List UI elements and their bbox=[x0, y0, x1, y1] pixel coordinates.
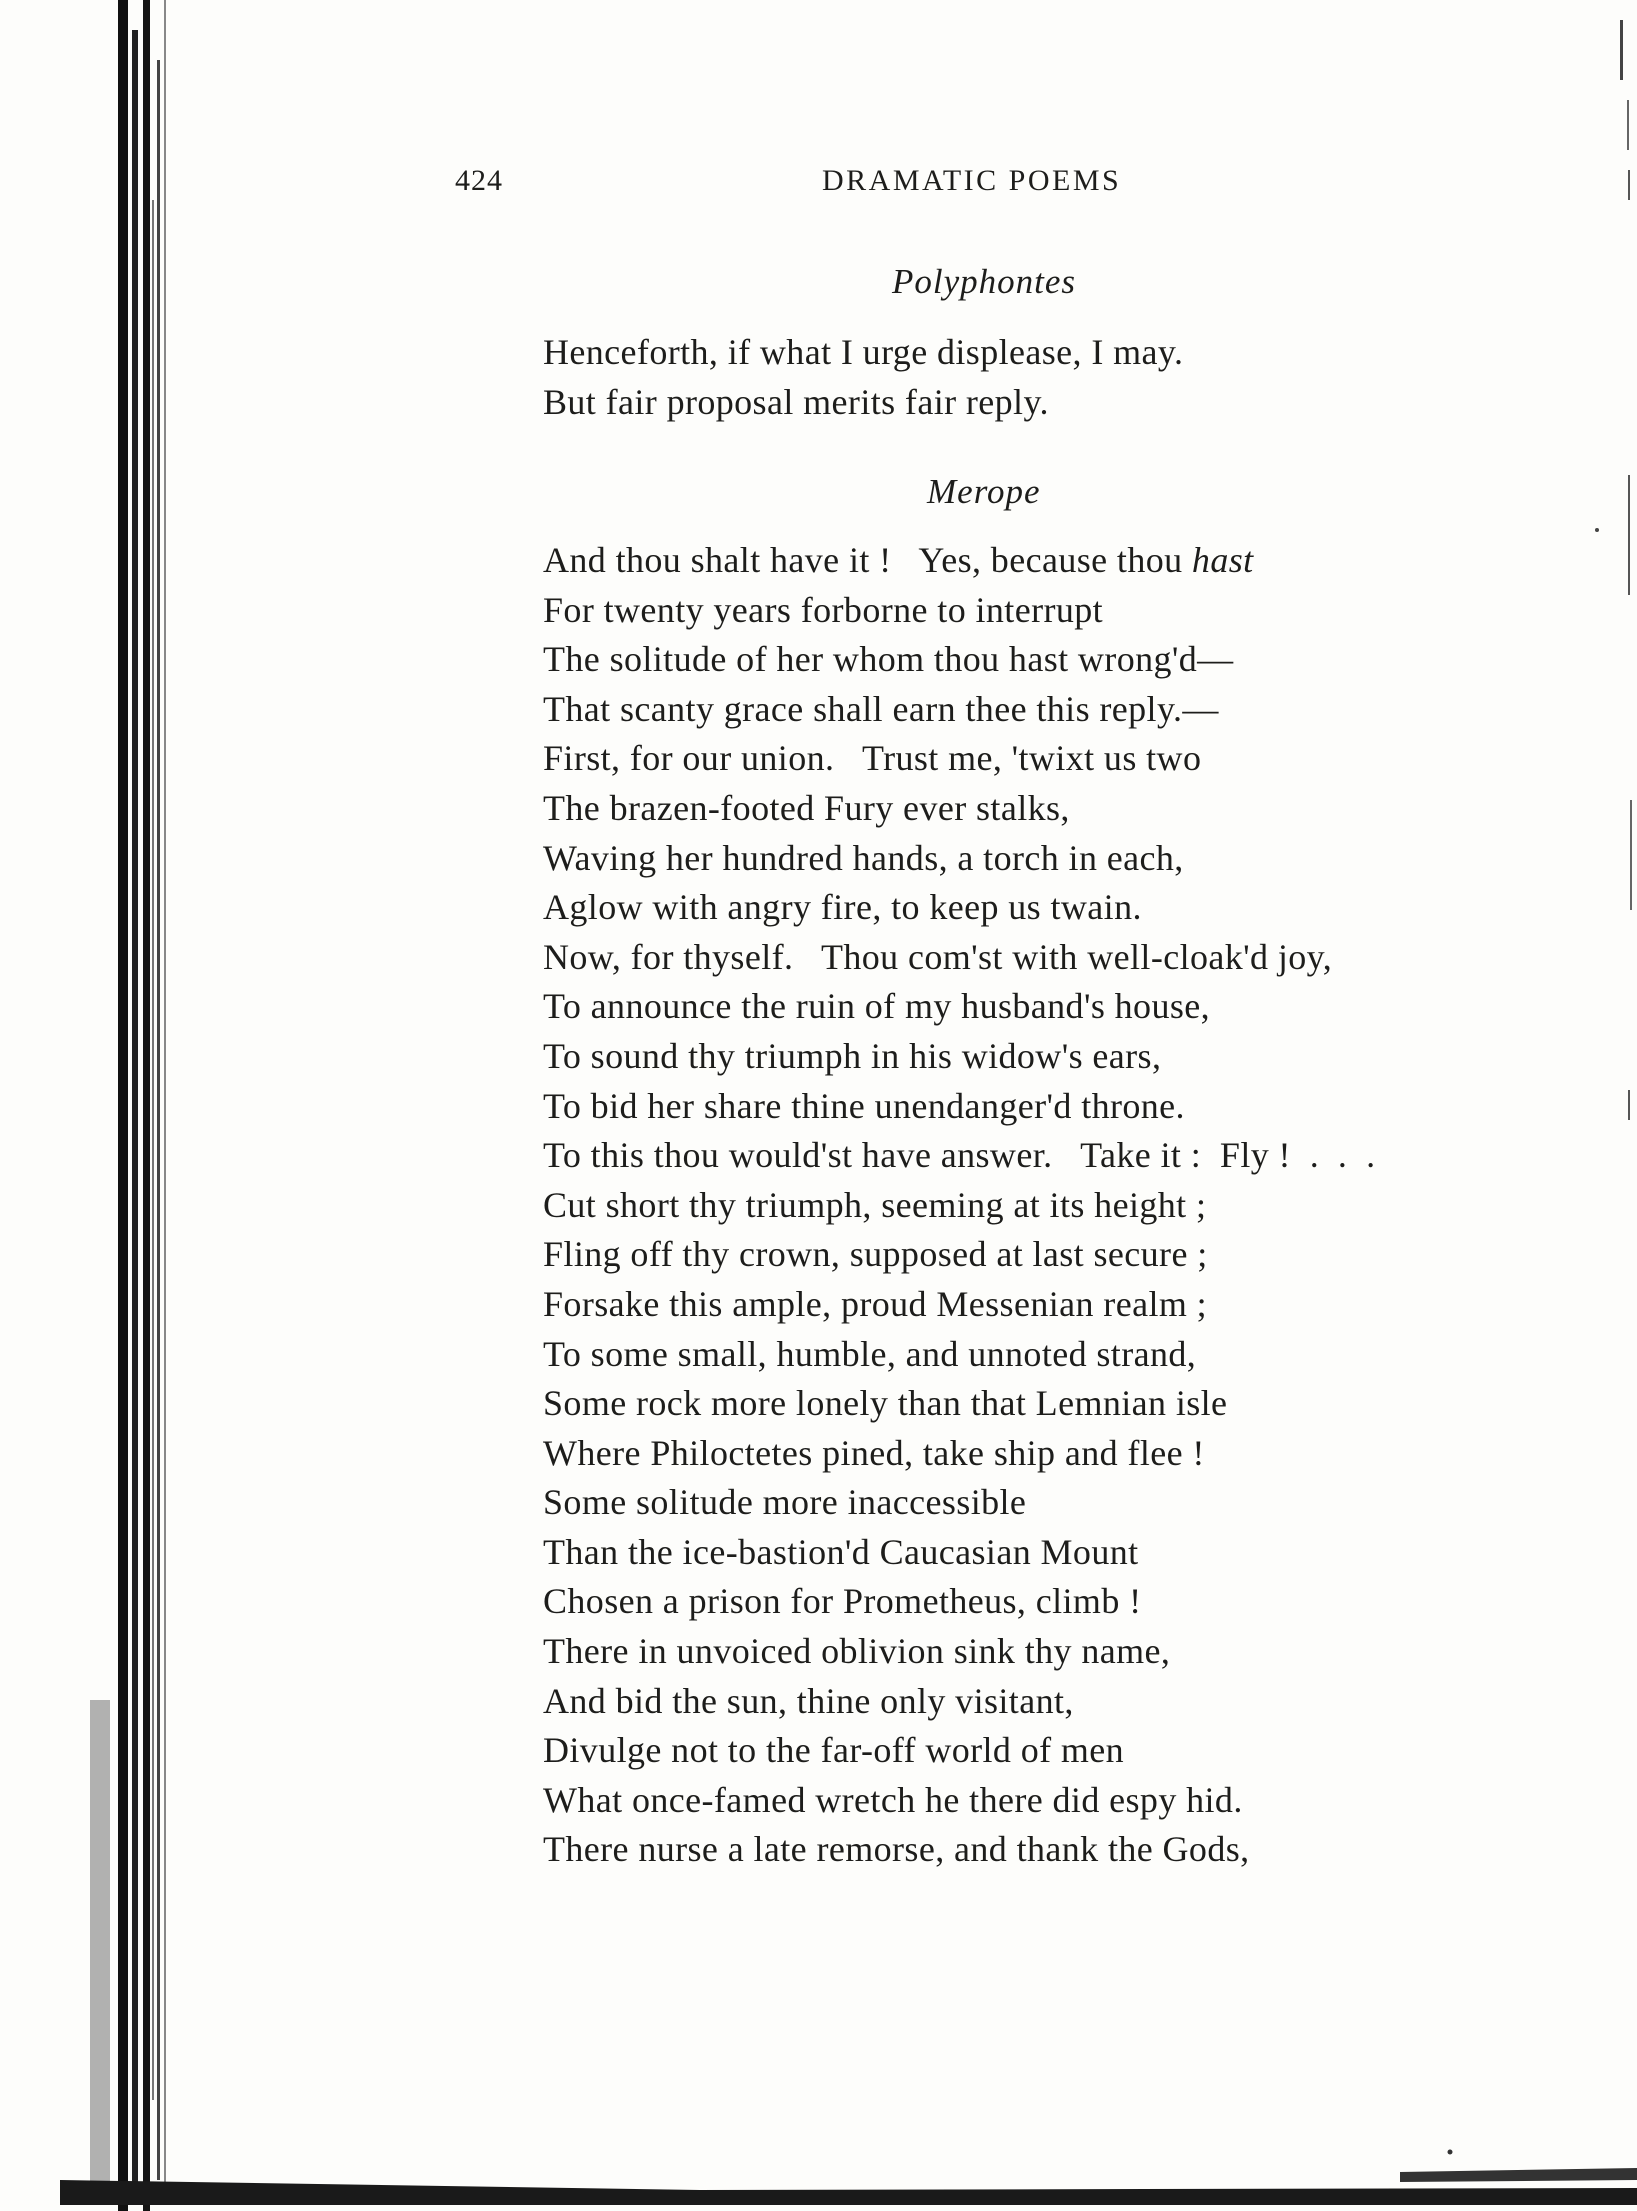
verse-line: Aglow with angry fire, to keep us twain. bbox=[543, 887, 1142, 928]
verse-line: There in unvoiced oblivion sink thy name, bbox=[543, 1631, 1171, 1672]
verse-line: What once-famed wretch he there did espy hid. bbox=[543, 1779, 1243, 1820]
running-head: DRAMATIC POEMS bbox=[822, 164, 1122, 197]
verse-line: The solitude of her whom thou hast wrong'd— bbox=[543, 639, 1234, 680]
verse-line: Divulge not to the far-off world of men bbox=[543, 1730, 1125, 1771]
verse-line: To some small, humble, and unnoted strand, bbox=[543, 1333, 1197, 1374]
verse-line: Chosen a prison for Prometheus, climb ! bbox=[543, 1581, 1142, 1622]
verse-line: To announce the ruin of my husband's house, bbox=[543, 986, 1211, 1027]
speaker-name: Polyphontes bbox=[892, 262, 1077, 301]
verse-line: Some rock more lonely than that Lemnian isle bbox=[543, 1383, 1228, 1424]
verse-line: Henceforth, if what I urge displease, I may. bbox=[543, 332, 1184, 372]
verse-line-italic-word: hast bbox=[1191, 540, 1254, 580]
verse-line: To bid her share thine unendanger'd throne. bbox=[543, 1085, 1185, 1126]
verse-line: Some solitude more inaccessible bbox=[543, 1482, 1027, 1523]
verse-line: To sound thy triumph in his widow's ears, bbox=[543, 1035, 1162, 1076]
verse-line: Waving her hundred hands, a torch in each, bbox=[543, 837, 1184, 878]
verse-line: That scanty grace shall earn thee this reply.— bbox=[543, 688, 1219, 729]
speech-merope bbox=[543, 536, 1376, 1875]
verse-line: The brazen-footed Fury ever stalks, bbox=[543, 787, 1070, 828]
speech-polyphontes bbox=[543, 328, 1183, 427]
verse-line: Forsake this ample, proud Messenian realm ; bbox=[543, 1283, 1208, 1324]
verse-line: And bid the sun, thine only visitant, bbox=[543, 1680, 1074, 1721]
verse-line: Than the ice-bastion'd Caucasian Mount bbox=[543, 1531, 1139, 1572]
verse-line: First, for our union. Trust me, 'twixt us two bbox=[543, 738, 1202, 779]
verse-line bbox=[543, 536, 1376, 586]
page-number: 424 bbox=[455, 164, 503, 197]
verse-line: For twenty years forborne to interrupt bbox=[543, 589, 1104, 630]
verse-line: Where Philoctetes pined, take ship and flee ! bbox=[543, 1432, 1205, 1473]
verse-line: Cut short thy triumph, seeming at its height ; bbox=[543, 1184, 1207, 1225]
verse-line: But fair proposal merits fair reply. bbox=[543, 381, 1049, 422]
verse-line-roman-part: And thou shalt have it ! Yes, because thou bbox=[543, 540, 1192, 580]
verse-line: To this thou would'st have answer. Take it : Fly ! . . . bbox=[543, 1135, 1376, 1176]
speaker-name: Merope bbox=[927, 472, 1041, 511]
verse-line: Fling off thy crown, supposed at last secure ; bbox=[543, 1234, 1208, 1275]
verse-line: Now, for thyself. Thou com'st with well-cloak'd joy, bbox=[543, 936, 1333, 977]
verse-line: There nurse a late remorse, and thank the Gods, bbox=[543, 1829, 1250, 1870]
